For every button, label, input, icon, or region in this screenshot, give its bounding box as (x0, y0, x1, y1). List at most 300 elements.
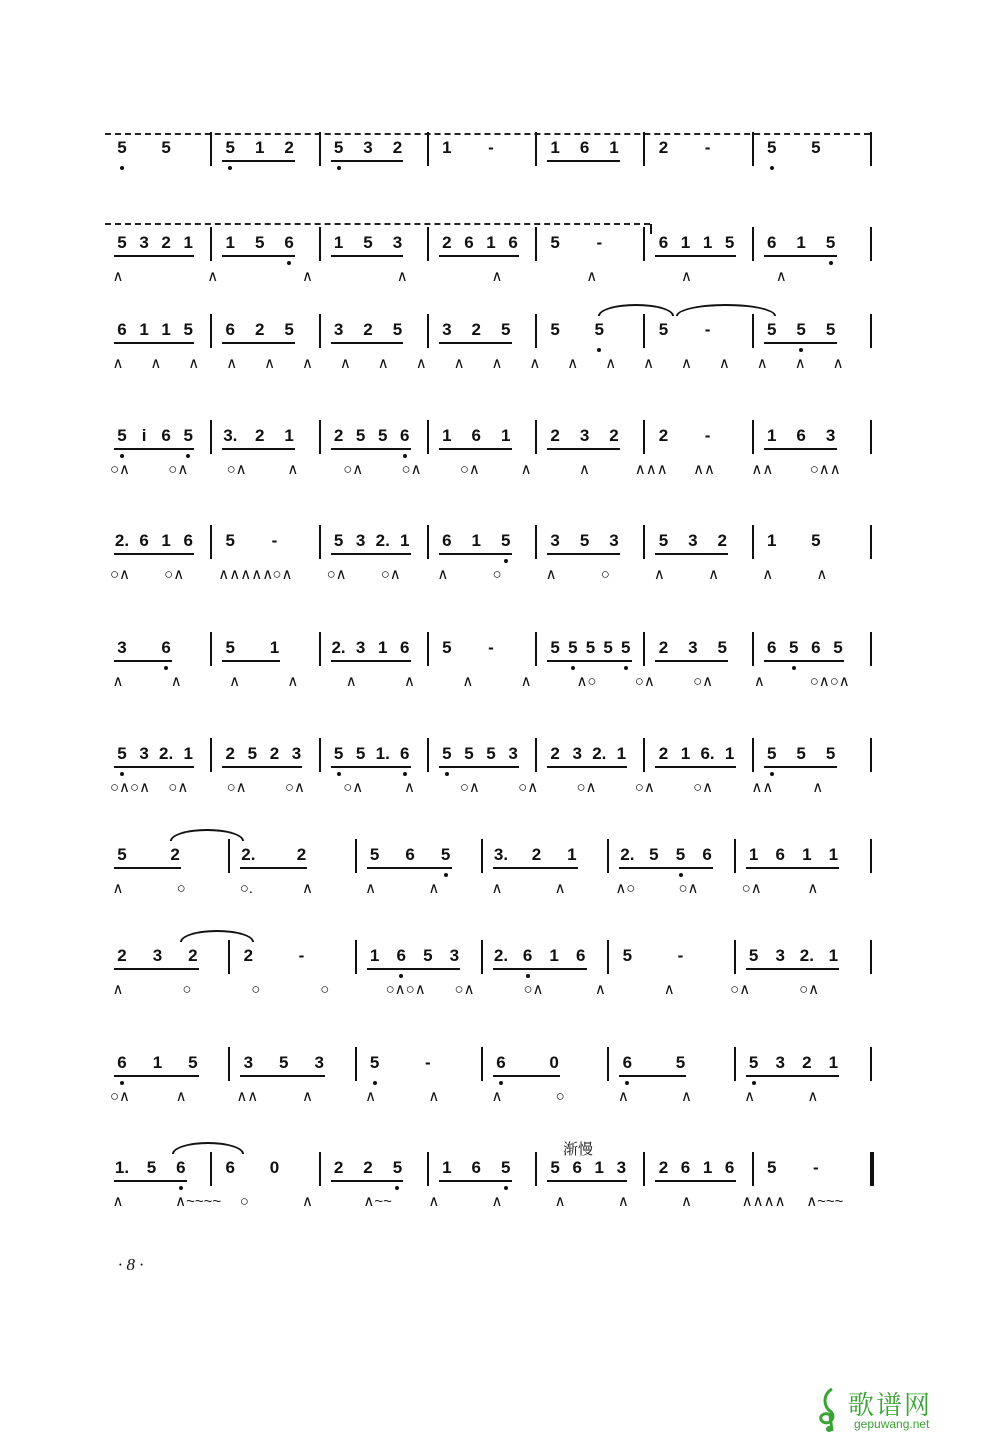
articulation-mark: ∧ (554, 880, 566, 897)
note: 5 (622, 946, 633, 965)
note: 1 (369, 946, 380, 965)
beam-underline (793, 255, 836, 257)
note: 5 (188, 1053, 198, 1072)
note: 5 (833, 638, 843, 657)
note: 1 (442, 426, 452, 445)
note: 6 (579, 138, 590, 157)
line-end-barline (870, 132, 872, 166)
note: 2 (471, 320, 482, 339)
barline (210, 132, 212, 166)
note: 5 (355, 426, 366, 445)
note: 2 (243, 946, 254, 965)
note: 2 (333, 426, 344, 445)
beam-underline (577, 448, 620, 450)
note: 2 (225, 744, 236, 763)
note: 2 (658, 1158, 669, 1177)
barline (535, 227, 537, 261)
score-line (0, 1158, 990, 1258)
note: 5 (550, 233, 560, 252)
barline (319, 227, 321, 261)
barline (210, 420, 212, 454)
note: 6. (700, 744, 715, 763)
beam-underline (266, 766, 302, 768)
articulation-mark: ○∧○∧ (385, 981, 426, 998)
octave-dot (120, 454, 124, 458)
note: 5 (789, 638, 799, 657)
octave-dot (445, 772, 449, 776)
note: 5 (225, 138, 236, 157)
articulation-mark: ○∧ (272, 566, 293, 583)
octave-dot (228, 166, 232, 170)
score-line (0, 845, 990, 945)
articulation-mark: ∧ (643, 355, 655, 372)
note: 6 (161, 426, 171, 445)
articulation-mark: ∧ (744, 1088, 756, 1105)
score-line (0, 138, 990, 238)
score-line (0, 1053, 990, 1153)
octave-dot (504, 559, 508, 563)
beam-underline (546, 968, 587, 970)
score-line (0, 426, 990, 526)
note: 5 (377, 426, 388, 445)
beam-underline (375, 660, 411, 662)
octave-dot (287, 261, 291, 265)
note: 6 (572, 1158, 582, 1177)
barline (210, 738, 212, 772)
note: 6 (796, 426, 806, 445)
articulation-mark: ∧ (415, 355, 427, 372)
note: 5 (284, 320, 294, 339)
note: 5 (796, 320, 806, 339)
articulation-mark: ∧ (491, 268, 503, 285)
line-end-barline (870, 632, 872, 666)
note: 1 (254, 138, 265, 157)
articulation-mark: ∧ (753, 673, 765, 690)
barline (535, 1152, 537, 1186)
note: 5 (579, 531, 590, 550)
note: 2. (241, 845, 256, 864)
articulation-mark: ∧ (762, 566, 774, 583)
articulation-mark: ∧ (816, 566, 828, 583)
note: 5 (766, 320, 777, 339)
note: 5 (603, 638, 613, 657)
tempo-mark: 渐慢 (563, 1140, 594, 1158)
beam-underline (793, 448, 836, 450)
barline (427, 314, 429, 348)
note: 5 (117, 138, 127, 157)
articulation-mark: ○∧ (459, 779, 480, 796)
articulation-mark: ∧ (545, 566, 557, 583)
note: 1 (269, 638, 280, 657)
note: 2. (592, 744, 607, 763)
articulation-mark: ○ (239, 1193, 249, 1210)
articulation-mark: ∧ (428, 1193, 440, 1210)
barline (535, 525, 537, 559)
beam-underline (402, 867, 451, 869)
barline (319, 1152, 321, 1186)
barline (752, 525, 754, 559)
articulation-mark: ∧ (807, 880, 819, 897)
beam-underline (591, 766, 627, 768)
octave-dot (799, 348, 803, 352)
note: 5 (594, 320, 605, 339)
articulation-mark: ∧ (396, 268, 408, 285)
octave-dot (625, 1081, 629, 1085)
octave-dot (186, 454, 190, 458)
articulation-mark: ∧ (428, 880, 440, 897)
articulation-mark: ∧ (302, 1193, 313, 1210)
articulation-mark: ∧ (112, 268, 124, 285)
articulation-mark: ∧ (554, 1193, 566, 1210)
note: - (298, 946, 305, 965)
note: - (677, 946, 684, 965)
articulation-mark: ∧ (718, 355, 730, 372)
articulation-mark: ∧ (404, 673, 416, 690)
note: 1 (680, 233, 691, 252)
articulation-mark: ∧ (287, 461, 299, 478)
beam-underline (158, 255, 194, 257)
articulation-mark: ∧ (491, 1088, 503, 1105)
barline (535, 314, 537, 348)
articulation-mark: ∧ (462, 673, 474, 690)
articulation-mark: ∧ (365, 880, 377, 897)
note: i (141, 426, 147, 445)
beam-underline (360, 1180, 403, 1182)
note: 6 (702, 845, 712, 864)
note: 5 (333, 531, 344, 550)
articulation-mark: ∧ (617, 1088, 629, 1105)
note: 5 (247, 744, 258, 763)
articulation-mark: ∧∧ (236, 1088, 259, 1105)
note: 5 (161, 138, 171, 157)
articulation-mark: ∧∧∧∧∧ (218, 566, 274, 583)
barline (210, 525, 212, 559)
note: 2 (117, 946, 127, 965)
note: 6 (766, 233, 777, 252)
articulation-mark: ∧ (302, 880, 313, 897)
note: 1 (828, 845, 839, 864)
note: 6 (225, 320, 236, 339)
beam-underline (483, 255, 519, 257)
articulation-mark: ○∧ (226, 779, 247, 796)
octave-dot (504, 1186, 508, 1190)
articulation-mark: ∧ (567, 355, 579, 372)
beam-underline (468, 553, 511, 555)
note: 5 (117, 233, 127, 252)
note: 2 (609, 426, 619, 445)
note: 6 (576, 946, 586, 965)
note: 1 (594, 1158, 605, 1177)
line-end-barline (870, 839, 872, 873)
note: 6 (405, 845, 415, 864)
articulation-mark: ○∧ (226, 461, 247, 478)
note: 0 (549, 1053, 559, 1072)
articulation-mark: ○∧ (459, 461, 480, 478)
articulation-mark: ∧ (112, 355, 124, 372)
articulation-mark: ∧ (404, 779, 416, 796)
note: 5 (117, 426, 127, 445)
note: 2 (188, 946, 198, 965)
barline (427, 525, 429, 559)
note: 5 (585, 638, 596, 657)
note: 6 (680, 1158, 691, 1177)
note: 1 (225, 233, 236, 252)
barline (228, 839, 230, 873)
note: 3. (493, 845, 509, 864)
barline (210, 1152, 212, 1186)
barline (643, 632, 645, 666)
note: 2 (254, 426, 265, 445)
articulation-mark: ○∧ (454, 981, 475, 998)
octave-dot (337, 166, 341, 170)
score-line (0, 320, 990, 420)
note: 2 (658, 744, 669, 763)
note: 3 (355, 531, 366, 550)
note: 5 (486, 744, 496, 763)
beam-underline (577, 553, 620, 555)
repeat-dash-line (105, 133, 870, 135)
note: 1 (796, 233, 806, 252)
note: 1 (702, 1158, 713, 1177)
note: 3 (355, 638, 366, 657)
note: 1 (139, 320, 149, 339)
beam-underline (114, 660, 172, 662)
barline (643, 420, 645, 454)
octave-dot (337, 772, 341, 776)
beam-underline (375, 448, 411, 450)
barline (752, 420, 754, 454)
beam-underline (600, 660, 632, 662)
note: 5 (658, 531, 669, 550)
note: 3 (291, 744, 302, 763)
articulation-mark: ∧ (756, 355, 768, 372)
articulation-mark: ○. (239, 880, 253, 897)
beam-underline (158, 448, 194, 450)
beam-underline (276, 1075, 325, 1077)
octave-dot (770, 772, 774, 776)
articulation-mark: ○∧ (401, 461, 422, 478)
articulation-mark: ○∧ (518, 779, 539, 796)
note: 3 (616, 1158, 627, 1177)
final-barline (870, 1152, 874, 1186)
note: 3 (609, 531, 619, 550)
note: 5 (766, 744, 777, 763)
articulation-mark: ○∧ (741, 880, 762, 897)
note: 6 (183, 531, 193, 550)
articulation-mark: ○ (251, 981, 261, 998)
articulation-mark: ∧ (226, 355, 238, 372)
note: 2. (799, 946, 814, 965)
barline (643, 132, 645, 166)
beam-underline (360, 160, 403, 162)
note: 5 (333, 744, 344, 763)
beam-underline (799, 1075, 840, 1077)
barline (643, 738, 645, 772)
barline (607, 940, 609, 974)
octave-dot (395, 1186, 399, 1190)
note: 2 (363, 320, 373, 339)
note: 5 (146, 1158, 157, 1177)
note: 6 (139, 531, 149, 550)
barline (643, 314, 645, 348)
note: 6 (117, 1053, 127, 1072)
note: 6 (464, 233, 474, 252)
articulation-mark: ∧ (653, 566, 665, 583)
note: 5 (675, 845, 686, 864)
barline (481, 940, 483, 974)
articulation-mark: ○ (600, 566, 610, 583)
watermark-url: gepuwang.net (854, 1417, 930, 1431)
beam-underline (360, 255, 403, 257)
articulation-mark: ∧ (264, 355, 276, 372)
note: 3 (572, 744, 582, 763)
note: 2 (531, 845, 542, 864)
note: 5 (423, 946, 433, 965)
note: 2. (493, 946, 509, 965)
note: 3 (152, 946, 163, 965)
articulation-mark: ∧ (594, 981, 606, 998)
note: 1 (284, 426, 294, 445)
score-line (0, 531, 990, 631)
barline (752, 132, 754, 166)
note: 6 (622, 1053, 633, 1072)
note: 5 (500, 1158, 511, 1177)
articulation-mark: ∧∧ (751, 779, 774, 796)
articulation-mark: ∧ (681, 1088, 692, 1105)
articulation-mark: ∧ (491, 355, 503, 372)
note: 5 (568, 638, 578, 657)
barline (355, 839, 357, 873)
articulation-mark: ○∧ (343, 461, 364, 478)
beam-underline (420, 968, 461, 970)
articulation-mark: ○∧ (110, 461, 131, 478)
barline (210, 227, 212, 261)
note: 5 (279, 1053, 289, 1072)
articulation-mark: ○∧ (168, 461, 189, 478)
articulation-mark: ○∧ (576, 779, 597, 796)
barline (734, 839, 736, 873)
note: 3 (243, 1053, 254, 1072)
articulation-mark: ○∧○∧ (110, 779, 151, 796)
barline (210, 314, 212, 348)
articulation-mark: ○∧ (110, 566, 131, 583)
note: 6 (522, 946, 533, 965)
note: 2 (161, 233, 171, 252)
beam-underline (468, 342, 511, 344)
line-end-barline (870, 314, 872, 348)
beam-underline (793, 342, 836, 344)
note: 1 (828, 946, 839, 965)
note: 5 (363, 233, 373, 252)
note: - (813, 1158, 819, 1177)
note: 5 (440, 845, 451, 864)
beam-underline (493, 1075, 560, 1077)
articulation-mark: ○∧○∧ (809, 673, 850, 690)
articulation-mark: ∧ (150, 355, 162, 372)
octave-dot (597, 348, 601, 352)
note: 6 (766, 638, 777, 657)
note: 6 (400, 638, 410, 657)
note: 2 (254, 320, 265, 339)
note: 3 (139, 233, 149, 252)
barline (355, 1047, 357, 1081)
note: 6 (117, 320, 127, 339)
barline (607, 1047, 609, 1081)
barline (427, 132, 429, 166)
articulation-mark: ∧ (681, 355, 692, 372)
articulation-mark: ∧ (112, 1193, 124, 1210)
articulation-mark: ∧~~~~ (175, 1193, 222, 1210)
note: 5 (500, 531, 511, 550)
note: 6 (658, 233, 669, 252)
octave-dot (829, 261, 833, 265)
barline (228, 1047, 230, 1081)
note: 1 (442, 1158, 452, 1177)
note: 5 (392, 1158, 403, 1177)
note: 5 (442, 638, 452, 657)
note: 2 (717, 531, 728, 550)
note: 6 (176, 1158, 186, 1177)
barline (319, 632, 321, 666)
beam-underline (252, 255, 295, 257)
beam-underline (252, 160, 295, 162)
note: - (704, 320, 711, 339)
note: 5 (658, 320, 669, 339)
note: - (704, 138, 711, 157)
articulation-mark: ∧ (377, 355, 389, 372)
articulation-mark: ∧ (365, 1088, 377, 1105)
octave-dot (770, 166, 774, 170)
articulation-mark: ○∧ (693, 673, 714, 690)
barline (535, 132, 537, 166)
barline (427, 227, 429, 261)
barline (319, 314, 321, 348)
beam-underline (700, 1180, 736, 1182)
barline (607, 839, 609, 873)
articulation-mark: ∧ (188, 355, 200, 372)
octave-dot (179, 1186, 183, 1190)
note: 2 (296, 845, 307, 864)
note: 6 (284, 233, 294, 252)
octave-dot (120, 772, 124, 776)
note: 5 (550, 638, 560, 657)
beam-underline (360, 342, 403, 344)
barline (228, 940, 230, 974)
note: 1 (802, 845, 812, 864)
articulation-mark: ○∧ (799, 981, 820, 998)
beam-underline (528, 867, 577, 869)
articulation-mark: ○ (320, 981, 330, 998)
note: 1 (183, 233, 193, 252)
line-end-barline (870, 1047, 872, 1081)
octave-dot (499, 1081, 503, 1085)
beam-underline (222, 660, 280, 662)
octave-dot (373, 1081, 377, 1085)
note: 2 (658, 426, 669, 445)
articulation-mark: ∧ (708, 566, 720, 583)
beam-underline (685, 660, 728, 662)
note: 6 (811, 638, 821, 657)
articulation-mark: ∧ (453, 355, 465, 372)
note: 5 (369, 845, 380, 864)
beam-underline (799, 867, 840, 869)
beam-underline (143, 1180, 186, 1182)
note: 5 (254, 233, 265, 252)
note: 6 (775, 845, 785, 864)
note: 1 (549, 946, 559, 965)
score-line (0, 946, 990, 1046)
articulation-mark: ∧ (112, 880, 124, 897)
